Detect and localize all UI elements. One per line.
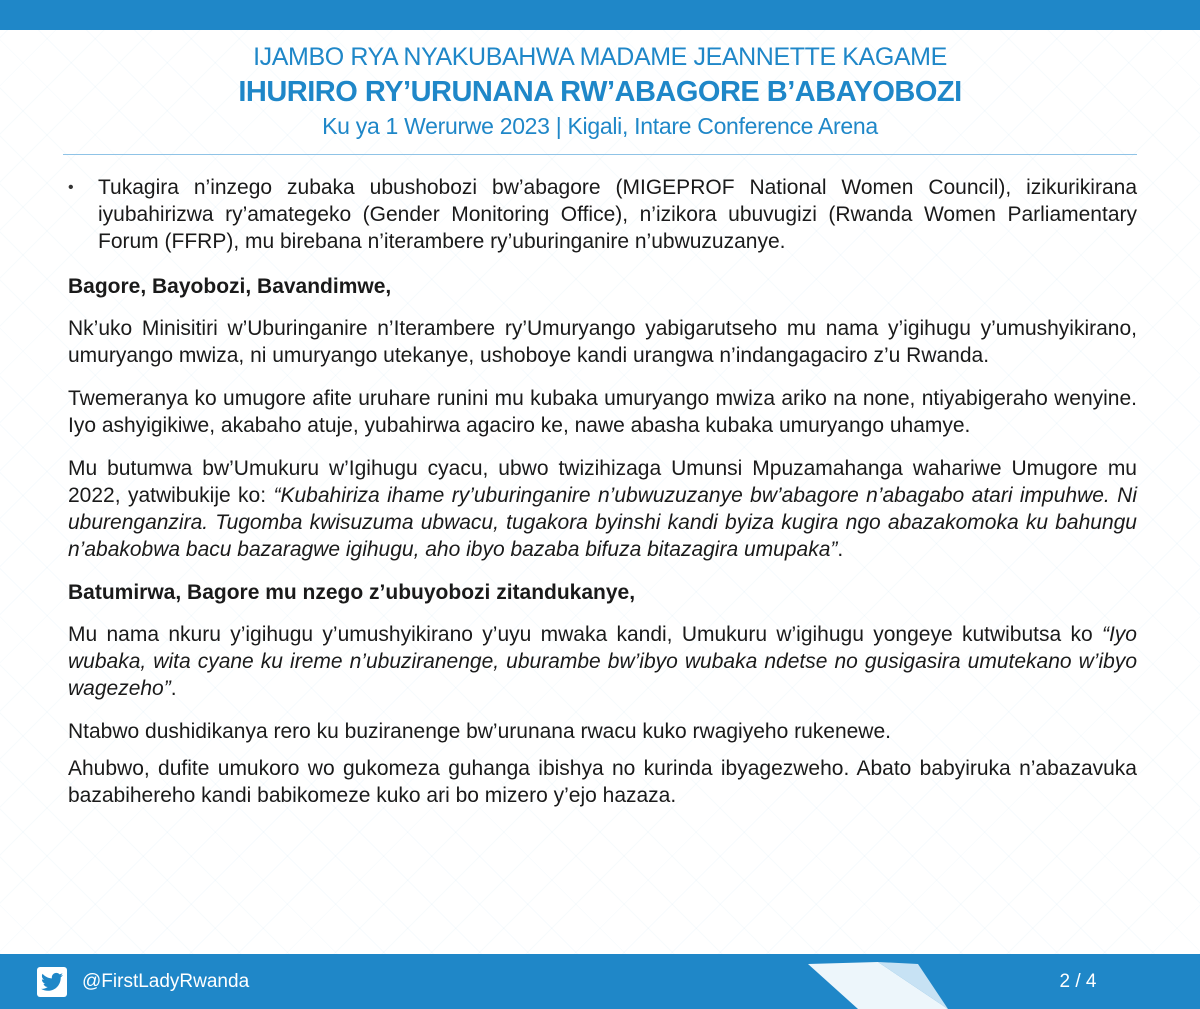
- paragraph-4-end: .: [170, 677, 177, 700]
- greeting-heading-2: Batumirwa, Bagore mu nzego z’ubuyobozi zitandukanye,: [68, 581, 636, 604]
- paragraph-4: [68, 621, 1137, 702]
- event-title: IHURIRO RY’URUNANA RW’ABAGORE B’ABAYOBOZI: [238, 76, 962, 108]
- decorative-ribbon: [790, 954, 950, 1009]
- twitter-handle[interactable]: @FirstLadyRwanda: [82, 971, 250, 992]
- paragraph-2: Twemeranya ko umugore afite uruhare runini mu kubaka umuryango mwiza ariko na none, ntiyabigeraho wenyine. Iyo ashyigikiwe, akabaho atuje, yubahirwa agaciro ke, nawe abasha kubaka umuryango uhamye.: [68, 387, 1137, 437]
- header-divider: [63, 154, 1137, 155]
- paragraph-1: Nk’uko Minisitiri w’Uburinganire n’Iterambere ry’Umuryango yabigarutseho mu nama y’igihugu y’umushyikirano, umuryango mwiza, ni umuryango utekanye, ushoboye kandi urangwa n’indangagaciro z’u Rwanda.: [68, 317, 1137, 367]
- paragraph-3-quote: “Kubahiriza ihame ry’uburinganire n’ubwuzuzanye bw’abagore n’abagabo atari impuhwe. Ni uburenganzira. Tugomba kwisuzuma ubwacu, tugakora byinshi kandi byiza kugira ngo abazakomoka ku bahungu n’abakobwa bacu bazaragwe igihugu, aho ibyo bazaba bifuza bitazagira umupaka”: [68, 484, 1137, 561]
- paragraph-3-end: .: [837, 538, 844, 561]
- paragraph-5: Ntabwo dushidikanya rero ku buziranenge bw’urunana rwacu kuko rwagiyeho rukenewe.: [68, 720, 891, 743]
- speech-body: [68, 174, 1137, 825]
- paragraph-3-lead: Mu butumwa bw’Umukuru w’Igihugu cyacu, ubwo twizihizaga Umunsi Mpuzamahanga wahariwe Umugore mu 2022, yatwibukije ko:: [68, 457, 1137, 507]
- event-date-location: Ku ya 1 Werurwe 2023 | Kigali, Intare Conference Arena: [322, 113, 878, 139]
- greeting-heading: Bagore, Bayobozi, Bavandimwe,: [68, 275, 392, 298]
- document-header: [0, 40, 1200, 142]
- paragraph-6: Ahubwo, dufite umukoro wo gukomeza guhanga ibishya no kurinda ibyagezweho. Abato babyiruka n’abazavuka bazabihereho kandi babikomeze kuko ari bo mizero y’ejo hazaza.: [68, 757, 1137, 807]
- bullet-text: Tukagira n’inzego zubaka ubushobozi bw’abagore (MIGEPROF National Women Council), izikurikirana iyubahirizwa ry’amategeko (Gender Monitoring Office), n’izikora ubuvugizi (Rwanda Women Parliamentary Forum (FFRP), mu birebana n’iterambere ry’uburinganire n’ubwuzuzanye.: [98, 176, 1137, 253]
- paragraph-4-lead: Mu nama nkuru y’igihugu y’umushyikirano y’uyu mwaka kandi, Umukuru w’igihugu yongeye kutwibutsa ko: [68, 623, 1102, 646]
- page-number: 2 / 4: [1059, 971, 1097, 992]
- speech-title: IJAMBO RYA NYAKUBAHWA MADAME JEANNETTE KAGAME: [253, 43, 947, 71]
- document-page: [0, 30, 1200, 954]
- paragraph-4-quote: “Iyo wubaka, wita cyane ku ireme n’ubuziranenge, uburambe bw’ibyo wubaka ndetse no gusigasira umutekano w’ibyo wagezeho”: [68, 623, 1137, 700]
- bullet-icon: •: [68, 179, 74, 196]
- twitter-icon[interactable]: [37, 967, 67, 997]
- paragraph-3: [68, 455, 1137, 563]
- bullet-item: [68, 174, 1137, 255]
- footer-bar: [0, 954, 1200, 1009]
- top-color-bar: [0, 0, 1200, 30]
